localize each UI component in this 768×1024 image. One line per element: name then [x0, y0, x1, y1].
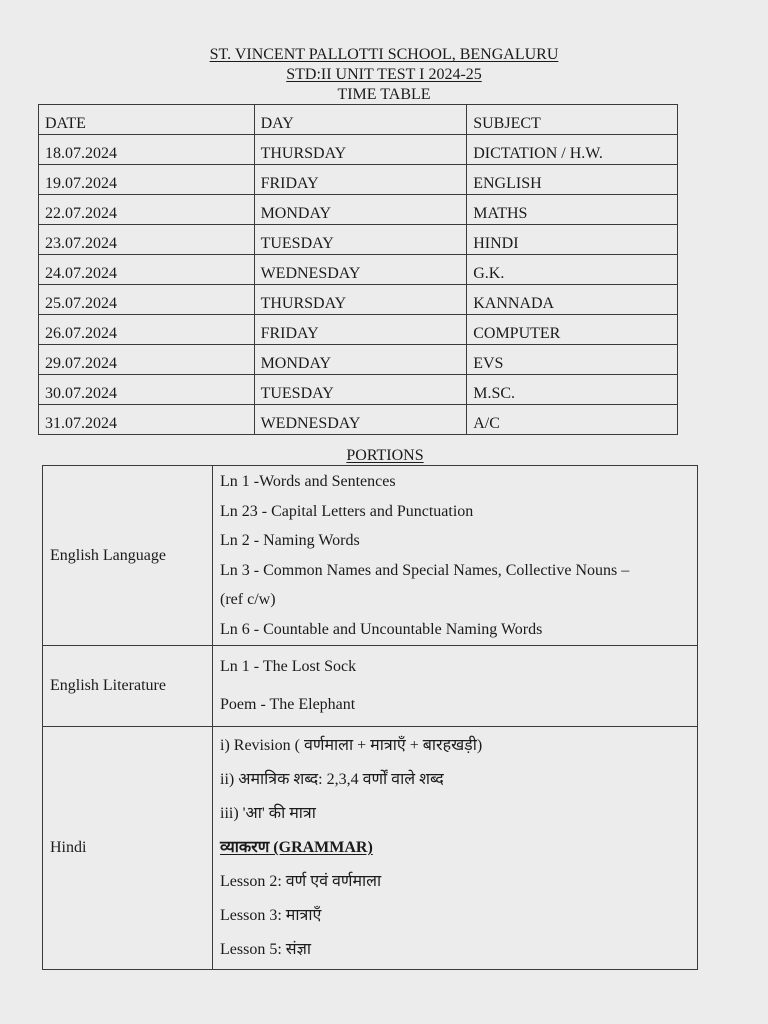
portion-list — [213, 646, 698, 727]
table-row — [39, 255, 678, 285]
table-row — [39, 405, 678, 435]
subject-cell: G.K. — [467, 255, 678, 285]
school-name: ST. VINCENT PALLOTTI SCHOOL, BENGALURU — [209, 46, 559, 63]
day-cell: FRIDAY — [254, 165, 467, 195]
portion-item: Poem - The Elephant — [220, 696, 356, 713]
portion-item: Ln 1 -Words and Sentences — [220, 473, 396, 490]
day-cell: MONDAY — [254, 195, 467, 225]
portion-item: (ref c/w) — [220, 591, 276, 608]
date-cell: 22.07.2024 — [39, 195, 255, 225]
day-cell: WEDNESDAY — [254, 255, 467, 285]
table-row — [39, 315, 678, 345]
portion-row-english-literature — [43, 646, 698, 727]
subject-cell: HINDI — [467, 225, 678, 255]
portions-table — [42, 465, 698, 970]
subject-label: English Language — [43, 466, 213, 646]
date-cell: 25.07.2024 — [39, 285, 255, 315]
portion-row-hindi — [43, 727, 698, 970]
portion-item: i) Revision ( वर्णमाला + मात्राएँ + बारहखड़ी) — [220, 737, 483, 754]
table-row — [39, 285, 678, 315]
subject-cell: A/C — [467, 405, 678, 435]
day-cell: FRIDAY — [254, 315, 467, 345]
header-subject: SUBJECT — [467, 105, 678, 135]
portion-item: Lesson 5: संज्ञा — [220, 941, 311, 958]
grammar-heading: व्याकरण (GRAMMAR) — [220, 839, 373, 856]
portion-item: Ln 6 - Countable and Uncountable Naming Words — [220, 620, 543, 638]
portion-item: Lesson 3: मात्राएँ — [220, 907, 322, 924]
day-cell: THURSDAY — [254, 135, 467, 165]
table-row — [39, 345, 678, 375]
subject-cell: COMPUTER — [467, 315, 678, 345]
date-cell: 23.07.2024 — [39, 225, 255, 255]
portion-item: Ln 23 - Capital Letters and Punctuation — [220, 502, 474, 520]
timetable-table — [38, 104, 678, 435]
portion-row-english-language — [43, 466, 698, 646]
portion-item: ii) अमात्रिक शब्द: 2,3,4 वर्णों वाले शब्द — [220, 771, 444, 788]
subject-cell: MATHS — [467, 195, 678, 225]
date-cell: 29.07.2024 — [39, 345, 255, 375]
subject-label: Hindi — [43, 727, 213, 970]
portion-list — [213, 466, 698, 646]
day-cell: TUESDAY — [254, 225, 467, 255]
header-date: DATE — [39, 105, 255, 135]
portion-list — [213, 727, 698, 970]
table-header-row — [39, 105, 678, 135]
portion-item: Ln 3 - Common Names and Special Names, Collective Nouns – — [220, 561, 630, 579]
subject-cell: M.SC. — [467, 375, 678, 405]
date-cell: 24.07.2024 — [39, 255, 255, 285]
portion-item: Ln 2 - Naming Words — [220, 532, 360, 549]
portions-title: PORTIONS — [346, 447, 424, 464]
table-row — [39, 375, 678, 405]
date-cell: 19.07.2024 — [39, 165, 255, 195]
subject-label: English Literature — [43, 646, 213, 727]
portion-item: Ln 1 - The Lost Sock — [220, 658, 357, 675]
table-row — [39, 195, 678, 225]
date-cell: 31.07.2024 — [39, 405, 255, 435]
timetable-title: TIME TABLE — [337, 86, 431, 103]
date-cell: 26.07.2024 — [39, 315, 255, 345]
subject-cell: DICTATION / H.W. — [467, 135, 678, 165]
portion-item: Lesson 2: वर्ण एवं वर्णमाला — [220, 873, 382, 890]
date-cell: 30.07.2024 — [39, 375, 255, 405]
subject-cell: EVS — [467, 345, 678, 375]
table-row — [39, 135, 678, 165]
date-cell: 18.07.2024 — [39, 135, 255, 165]
header-day: DAY — [254, 105, 467, 135]
day-cell: WEDNESDAY — [254, 405, 467, 435]
day-cell: THURSDAY — [254, 285, 467, 315]
exam-title: STD:II UNIT TEST I 2024-25 — [286, 66, 482, 83]
subject-cell: ENGLISH — [467, 165, 678, 195]
table-row — [39, 225, 678, 255]
subject-cell: KANNADA — [467, 285, 678, 315]
day-cell: TUESDAY — [254, 375, 467, 405]
table-row — [39, 165, 678, 195]
portion-item: iii) 'आ' की मात्रा — [220, 805, 316, 822]
day-cell: MONDAY — [254, 345, 467, 375]
